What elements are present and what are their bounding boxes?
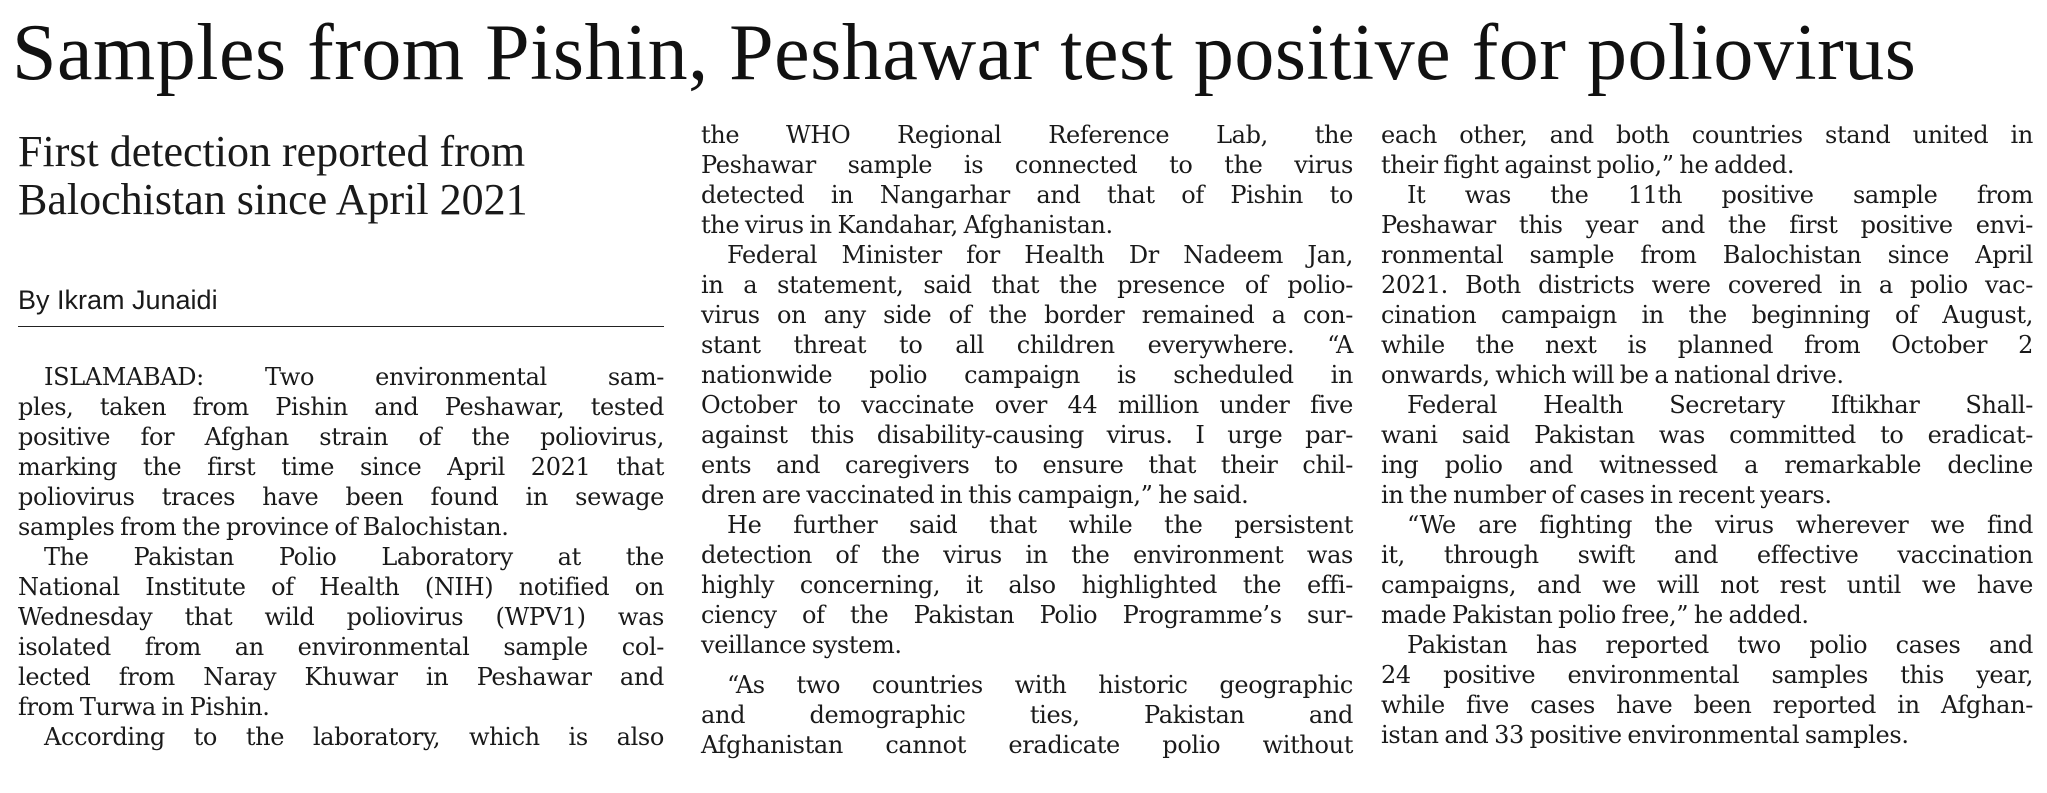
headline: Samples from Pishin, Peshawar test positive for poliovirus	[12, 9, 1917, 97]
body-text-line: ISLAMABAD: Two environmental sam-	[44, 363, 664, 391]
body-text-line: stant threat to all children everywhere. “A	[701, 331, 1353, 359]
body-text-line: from Turwa in Pishin.	[18, 693, 270, 721]
body-text-line: Peshawar sample is connected to the virus	[701, 151, 1353, 179]
body-text-line: istan and 33 positive environmental samples.	[1381, 721, 1909, 749]
body-text-line: Peshawar this year and the first positive envi-	[1381, 211, 2033, 239]
body-text-line: 2021. Both districts were covered in a polio vac-	[1381, 271, 2033, 299]
body-text-line: ing polio and witnessed a remarkable decline	[1381, 451, 2033, 479]
body-text-line: marking the first time since April 2021 that	[18, 453, 664, 481]
body-text-line: ents and caregivers to ensure that their chil-	[701, 451, 1353, 479]
body-text-line: detection of the virus in the environment was	[701, 541, 1353, 569]
body-text-line: It was the 11th positive sample from	[1407, 181, 2033, 209]
body-text-line: National Institute of Health (NIH) notified on	[18, 573, 664, 601]
body-text-line: highly concerning, it also highlighted the effi-	[701, 571, 1353, 599]
body-text-line: the virus in Kandahar, Afghanistan.	[701, 211, 1113, 239]
body-text-line: in a statement, said that the presence of polio-	[701, 271, 1353, 299]
body-text-line: in the number of cases in recent years.	[1381, 481, 1832, 509]
body-text-line: He further said that while the persistent	[727, 511, 1353, 539]
body-text-line: the WHO Regional Reference Lab, the	[701, 121, 1353, 149]
subheadline	[18, 128, 664, 224]
body-text-line: and demographic ties, Pakistan and	[701, 701, 1353, 729]
body-text-line: while the next is planned from October 2	[1381, 331, 2033, 359]
body-text-line: cination campaign in the beginning of August,	[1381, 301, 2033, 329]
body-text-line: dren are vaccinated in this campaign,” he said.	[701, 481, 1249, 509]
column-body	[1381, 120, 2033, 750]
body-text-line: Pakistan has reported two polio cases and	[1407, 631, 2033, 659]
body-text-line: lected from Naray Khuwar in Peshawar and	[18, 663, 664, 691]
column-body	[701, 120, 1353, 760]
body-text-line: Afghanistan cannot eradicate polio without	[701, 731, 1353, 759]
body-text-line: Federal Minister for Health Dr Nadeem Jan,	[727, 241, 1353, 269]
subheadline-line: Balochistan since April 2021	[18, 175, 528, 224]
body-text-line: “We are fighting the virus wherever we find	[1407, 511, 2033, 539]
column-body	[18, 362, 664, 752]
body-text-line: October to vaccinate over 44 million under five	[701, 391, 1353, 419]
subheadline-line: First detection reported from	[18, 127, 526, 176]
body-text-line: veillance system.	[701, 631, 902, 659]
body-text-line: ples, taken from Pishin and Peshawar, tested	[18, 393, 664, 421]
body-text-line: nationwide polio campaign is scheduled in	[701, 361, 1353, 389]
body-text-line: Wednesday that wild poliovirus (WPV1) was	[18, 603, 664, 631]
body-text-line: isolated from an environmental sample col-	[18, 633, 664, 661]
body-text-line: ronmental sample from Balochistan since April	[1381, 241, 2033, 269]
body-text-line: while five cases have been reported in Afghan-	[1381, 691, 2033, 719]
body-text-line: samples from the province of Balochistan.	[18, 513, 509, 541]
column-2	[701, 120, 1353, 760]
body-text-line: it, through swift and effective vaccination	[1381, 541, 2033, 569]
byline: By Ikram Junaidi	[18, 284, 664, 327]
body-text-line: ciency of the Pakistan Polio Programme’s sur-	[701, 601, 1353, 629]
body-text-line: The Pakistan Polio Laboratory at the	[44, 543, 664, 571]
body-text-line: According to the laboratory, which is also	[44, 723, 664, 751]
body-text-line: 24 positive environmental samples this year,	[1381, 661, 2033, 689]
body-text-line: each other, and both countries stand united in	[1381, 121, 2033, 149]
body-text-line: onwards, which will be a national drive.	[1381, 361, 1844, 389]
column-1	[18, 120, 664, 752]
body-text-line: detected in Nangarhar and that of Pishin to	[701, 181, 1353, 209]
body-text-line: virus on any side of the border remained a con-	[701, 301, 1353, 329]
body-text-line: positive for Afghan strain of the poliovirus,	[18, 423, 664, 451]
body-text-line: “As two countries with historic geographic	[727, 671, 1353, 699]
body-text-line: wani said Pakistan was committed to eradicat-	[1381, 421, 2033, 449]
column-3	[1381, 120, 2033, 750]
body-text-line: their fight against polio,” he added.	[1381, 151, 1795, 179]
body-text-line: campaigns, and we will not rest until we have	[1381, 571, 2033, 599]
body-text-line: made Pakistan polio free,” he added.	[1381, 601, 1809, 629]
body-text-line: against this disability-causing virus. I urge par-	[701, 421, 1353, 449]
paragraph-gap	[701, 660, 1353, 670]
body-text-line: Federal Health Secretary Iftikhar Shall-	[1407, 391, 2033, 419]
body-text-line: poliovirus traces have been found in sewage	[18, 483, 664, 511]
